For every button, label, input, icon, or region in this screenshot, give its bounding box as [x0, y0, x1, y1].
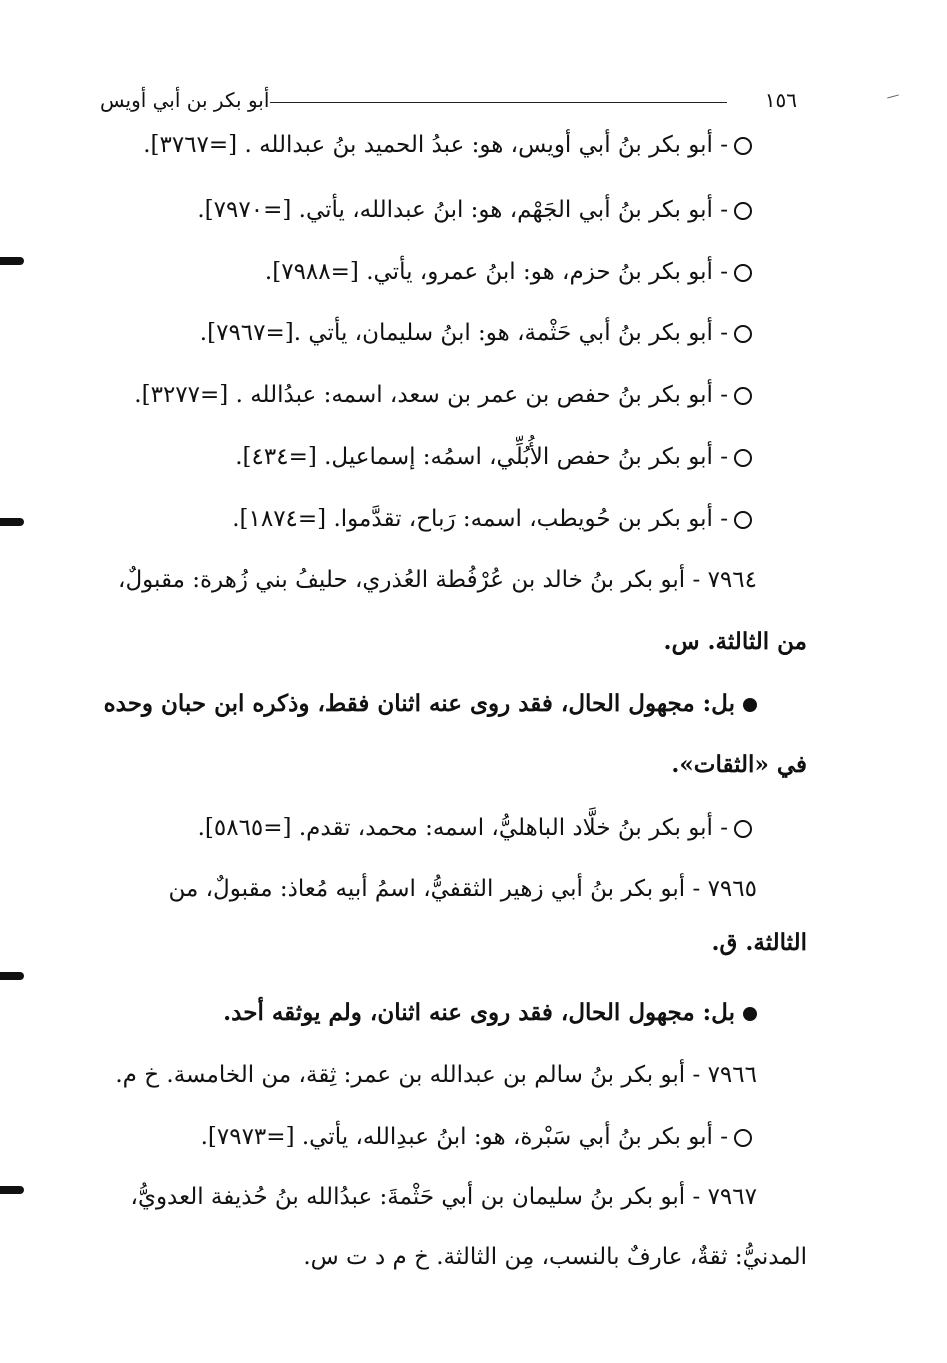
margin-mark [0, 972, 24, 980]
circle-bullet-icon [734, 264, 752, 282]
circle-bullet-icon [734, 325, 752, 343]
text-line: - أبو بكر بنُ حفص بن عمر بن سعد، اسمه: عبدُالله . [=٣٢٧٧]. [134, 375, 752, 415]
margin-mark [0, 257, 24, 265]
comment-line: بل: مجهول الحال، فقد روى عنه اثنان فقط، وذكره ابن حبان وحده [104, 684, 757, 724]
entry-line: ٧٩٦٦ - أبو بكر بنُ سالم بن عبدالله بن عمر: ثِقة، من الخامسة. خ م. [115, 1062, 757, 1088]
circle-bullet-icon [734, 387, 752, 405]
text-line: - أبو بكر بن حُويطب، اسمه: رَباح، تقدَّموا. [=١٨٧٤]. [232, 499, 752, 539]
corner-mark [887, 94, 899, 98]
circle-bullet-icon [734, 511, 752, 529]
text-line: - أبو بكر بنُ أبي حَثْمة، هو: ابنُ سليمان، يأتي .[=٧٩٦٧]. [200, 313, 752, 353]
text-line: - أبو بكر بنُ حزم، هو: ابنُ عمرو، يأتي. [=٧٩٨٨]. [265, 252, 752, 292]
text-line: - أبو بكر بنُ خلَّاد الباهليُّ، اسمه: محمد، تقدم. [=٥٨٦٥]. [198, 808, 752, 848]
entry-line: ٧٩٦٤ - أبو بكر بنُ خالد بن عُرْفُطة العُذري، حليفُ بني زُهرة: مقبولٌ، [118, 567, 757, 593]
circle-bullet-icon [734, 1129, 752, 1147]
text-line: - أبو بكر بنُ أبي أويس، هو: عبدُ الحميد بنُ عبدالله . [=٣٧٦٧]. [143, 125, 752, 165]
circle-bullet-icon [734, 202, 752, 220]
running-title: أبو بكر بن أبي أويس [100, 88, 270, 112]
entry-continuation: من الثالثة. س. [663, 628, 807, 655]
margin-mark [0, 1186, 24, 1194]
page-number: ١٥٦ [764, 88, 797, 112]
entry-line: ٧٩٦٧ - أبو بكر بنُ سليمان بن أبي حَثْمةَ: عبدُالله بنُ حُذيفة العدويُّ، [130, 1184, 757, 1210]
text-line: - أبو بكر بنُ أبي سَبْرة، هو: ابنُ عبدِالله، يأتي. [=٧٩٧٣]. [201, 1117, 752, 1157]
comment-continuation: في «الثقات». [671, 751, 807, 778]
page-header [100, 88, 797, 118]
dot-bullet-icon [743, 698, 757, 712]
margin-mark [0, 518, 24, 526]
text-line: - أبو بكر بنُ حفص الأُبُلِّي، اسمُه: إسماعيل. [=٤٣٤]. [235, 437, 752, 477]
comment-line: بل: مجهول الحال، فقد روى عنه اثنان، ولم يوثقه أحد. [223, 993, 757, 1033]
circle-bullet-icon [734, 137, 752, 155]
circle-bullet-icon [734, 449, 752, 467]
header-rule [270, 102, 727, 103]
entry-continuation: الثالثة. ق. [711, 929, 807, 956]
entry-line: ٧٩٦٥ - أبو بكر بنُ أبي زهير الثقفيُّ، اسمُ أبيه مُعاذ: مقبولٌ، من [168, 876, 757, 902]
dot-bullet-icon [743, 1007, 757, 1021]
entry-continuation: المدنيُّ: ثقةٌ، عارفٌ بالنسب، مِن الثالثة. خ م د ت س. [303, 1244, 807, 1270]
text-line: - أبو بكر بنُ أبي الجَهْم، هو: ابنُ عبدالله، يأتي. [=٧٩٧٠]. [197, 190, 752, 230]
circle-bullet-icon [734, 820, 752, 838]
